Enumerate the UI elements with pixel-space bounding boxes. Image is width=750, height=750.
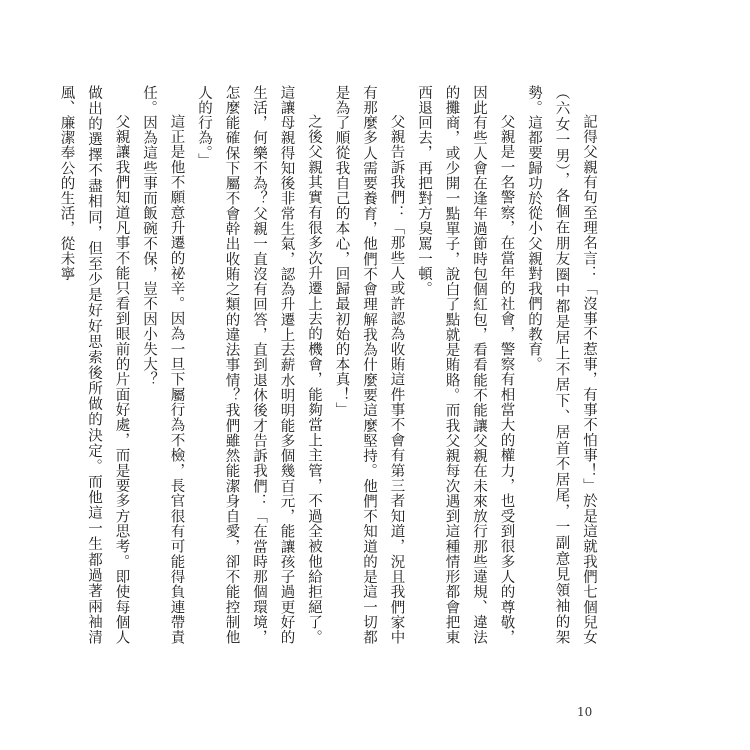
page-number: 10 — [577, 705, 593, 719]
body-text — [58, 85, 602, 645]
paragraph-1: 記得父親有句至理名言：「沒事不惹事，有事不怕事！」於是這就我們七個兒女（六女一男），各個在朋友圈中都是居上不居下、居首不居尾，一副意見領袖的架勢。這都要歸功於從小父親對我們的教育。 — [526, 85, 597, 645]
paragraph-3: 父親告訴我們：「那些人或許認為收賄這件事不會有第三者知道，況且我們家中有那麼多人需要養育，他們不會理解我為什麼要這麼堅持。他們不知道的是這一切都是為了順從我自己的本心，回歸最初始的本真！」 — [333, 85, 405, 645]
paragraph-4: 之後父親其實有很多次升遷上去的機會，能夠當上主管，不過全被他給拒絕了。這讓母親得知後非常生氣，認為升遷上去薪水明明能多個幾百元，能讓孩子過更好的生活，何樂不為？父親一直沒有回答，直到退休後才告訴我們：「在當時那個環境，怎麼能確保下屬不會幹出收賄之類的違法事情？我們雖然能潔身自愛，卻不能控制他人的行為。」 — [196, 85, 322, 645]
paragraph-5: 這正是他不願意升遷的祕辛。因為一旦下屬行為不檢，長官很有可能得負連帶責任。因為這些事而飯碗不保，豈不因小失大？ — [141, 85, 185, 645]
paragraph-2: 父親是一名警察，在當年的社會，警察有相當大的權力，也受到很多人的尊敬，因此有些人會在逢年過節時包個紅包，看看能不能讓父親在未來放行那些違規、違法的攤商，或少開一點單子，說白了點就是賄賂。而我父親每次遇到這種情形都會把東西退回去，再把對方臭罵一頓。 — [416, 85, 515, 645]
paragraph-6: 父親讓我們知道凡事不能只看到眼前的片面好處，而是要多方思考。即使每個人做出的選擇不盡相同，但至少是好好思索後所做的決定。而他這一生都過著兩袖清風、廉潔奉公的生活，從未寧 — [58, 85, 130, 645]
